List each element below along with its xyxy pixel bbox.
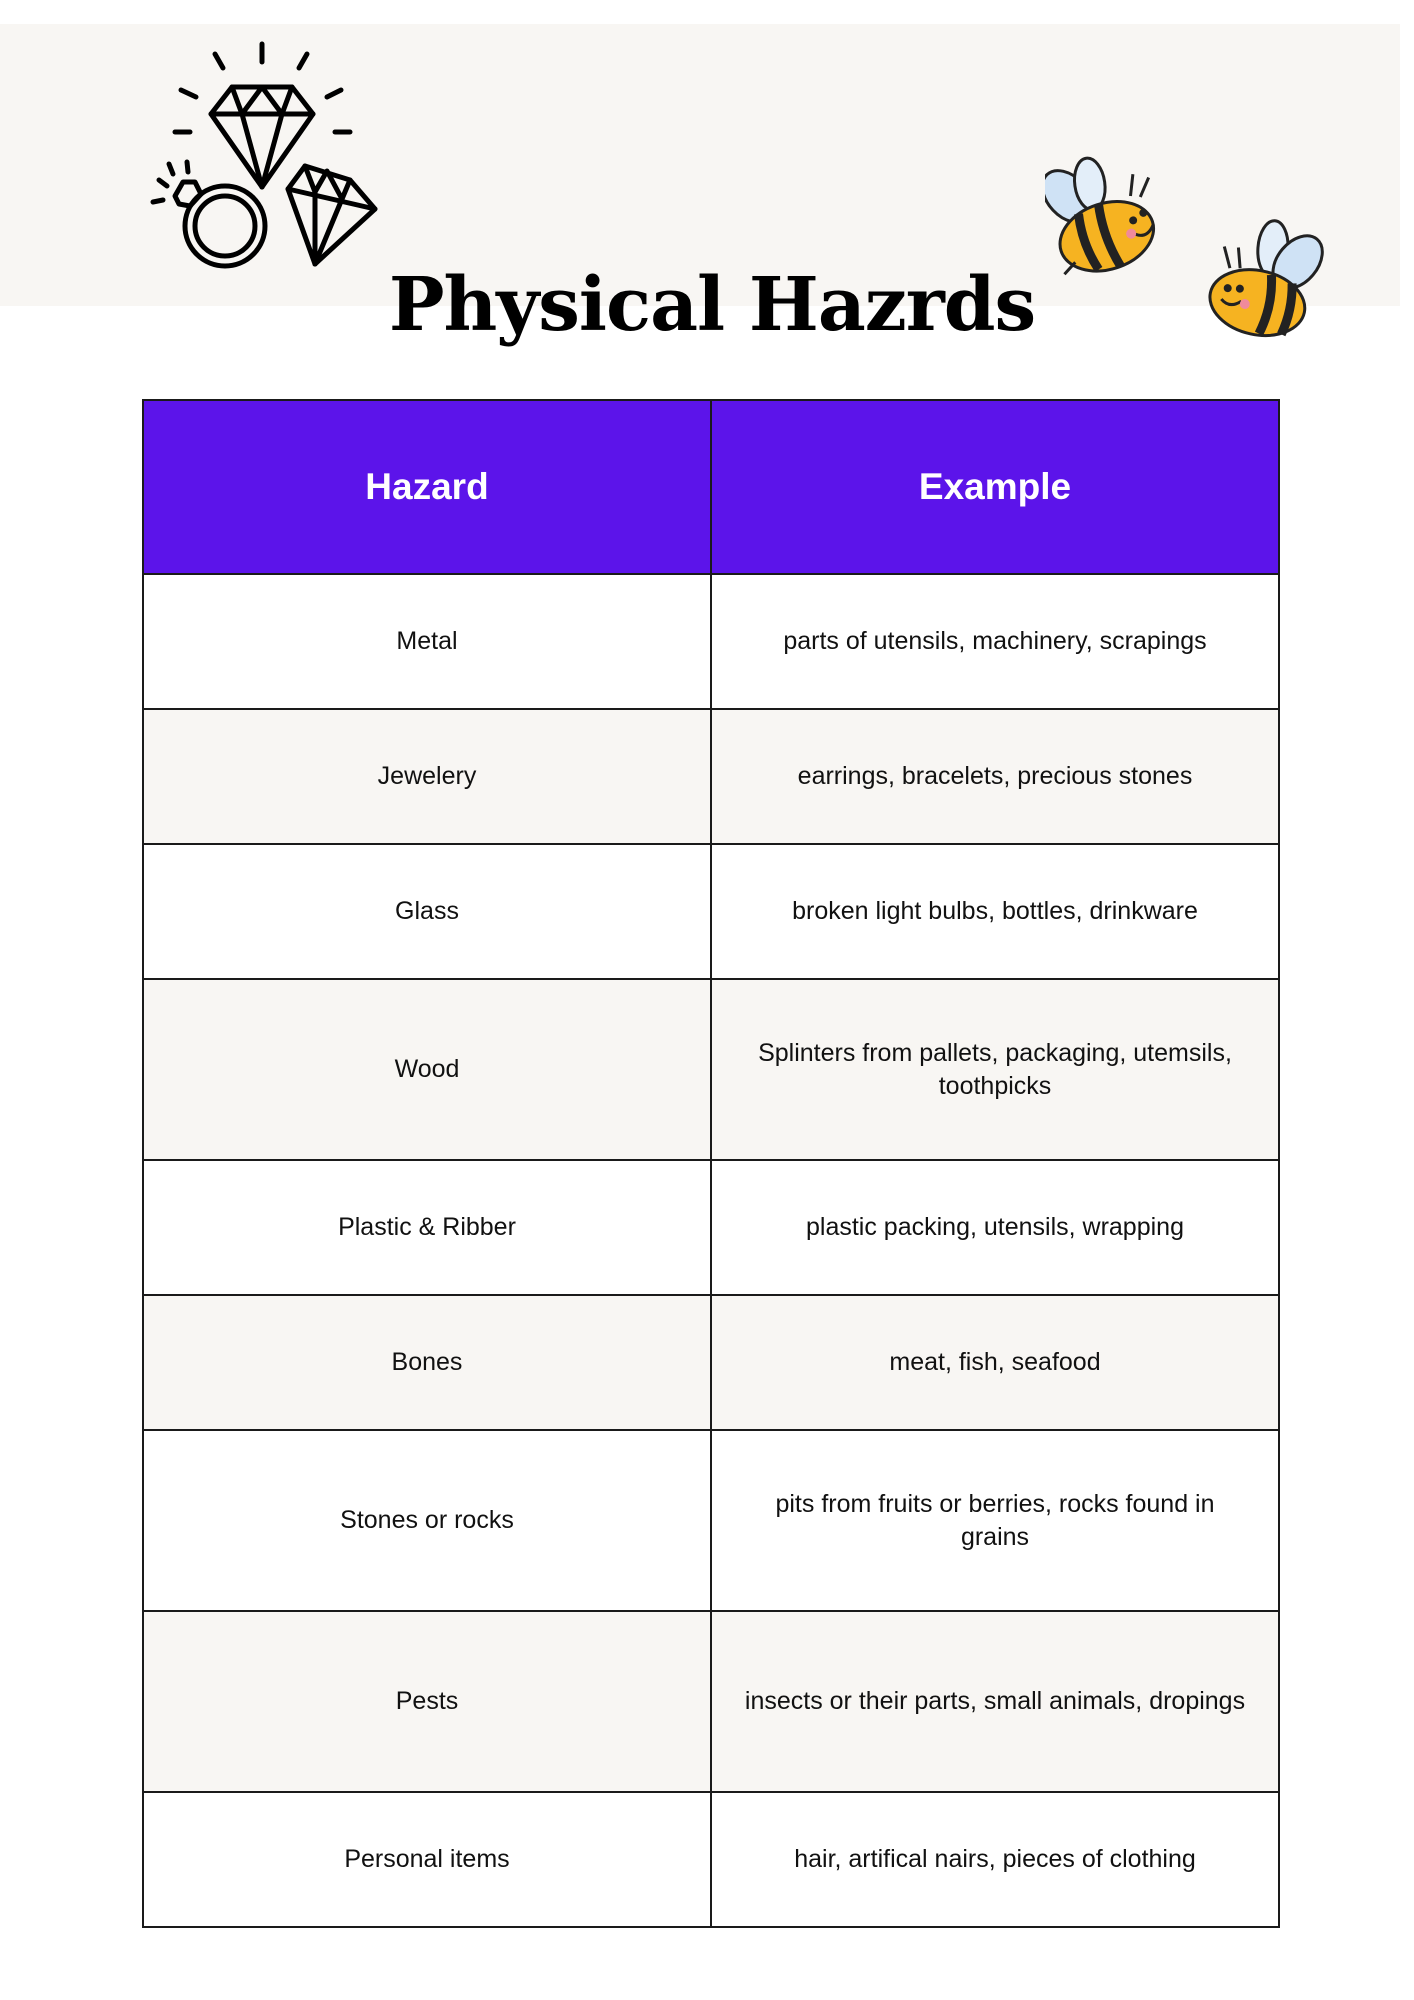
hazard-cell: Bones [143,1295,711,1430]
hazard-cell: Jewelery [143,709,711,844]
table-row [143,979,1279,1160]
hazard-cell: Metal [143,574,711,709]
example-cell: Splinters from pallets, packaging, utemsils, toothpicks [711,979,1279,1160]
table-row [143,1611,1279,1792]
table-row [143,709,1279,844]
hazard-cell: Wood [143,979,711,1160]
column-header-example: Example [711,400,1279,574]
example-cell: earrings, bracelets, precious stones [711,709,1279,844]
hazard-cell: Pests [143,1611,711,1792]
column-header-hazard: Hazard [143,400,711,574]
example-cell: plastic packing, utensils, wrapping [711,1160,1279,1295]
example-cell: insects or their parts, small animals, dropings [711,1611,1279,1792]
hazards-table [142,399,1280,1928]
page-title: Physical Hazrds [388,262,1036,348]
diamonds-ring-icon [135,34,395,274]
hazard-cell: Stones or rocks [143,1430,711,1611]
table-row [143,1792,1279,1927]
hazard-cell: Glass [143,844,711,979]
table-header-row [143,400,1279,574]
example-cell: hair, artifical nairs, pieces of clothing [711,1792,1279,1927]
table-row [143,574,1279,709]
hazard-cell: Personal items [143,1792,711,1927]
example-cell: meat, fish, seafood [711,1295,1279,1430]
example-cell: broken light bulbs, bottles, drinkware [711,844,1279,979]
table-row [143,1160,1279,1295]
table-row [143,844,1279,979]
example-cell: parts of utensils, machinery, scrapings [711,574,1279,709]
table-row [143,1430,1279,1611]
table-row [143,1295,1279,1430]
example-cell: pits from fruits or berries, rocks found in grains [711,1430,1279,1611]
hazard-cell: Plastic & Ribber [143,1160,711,1295]
